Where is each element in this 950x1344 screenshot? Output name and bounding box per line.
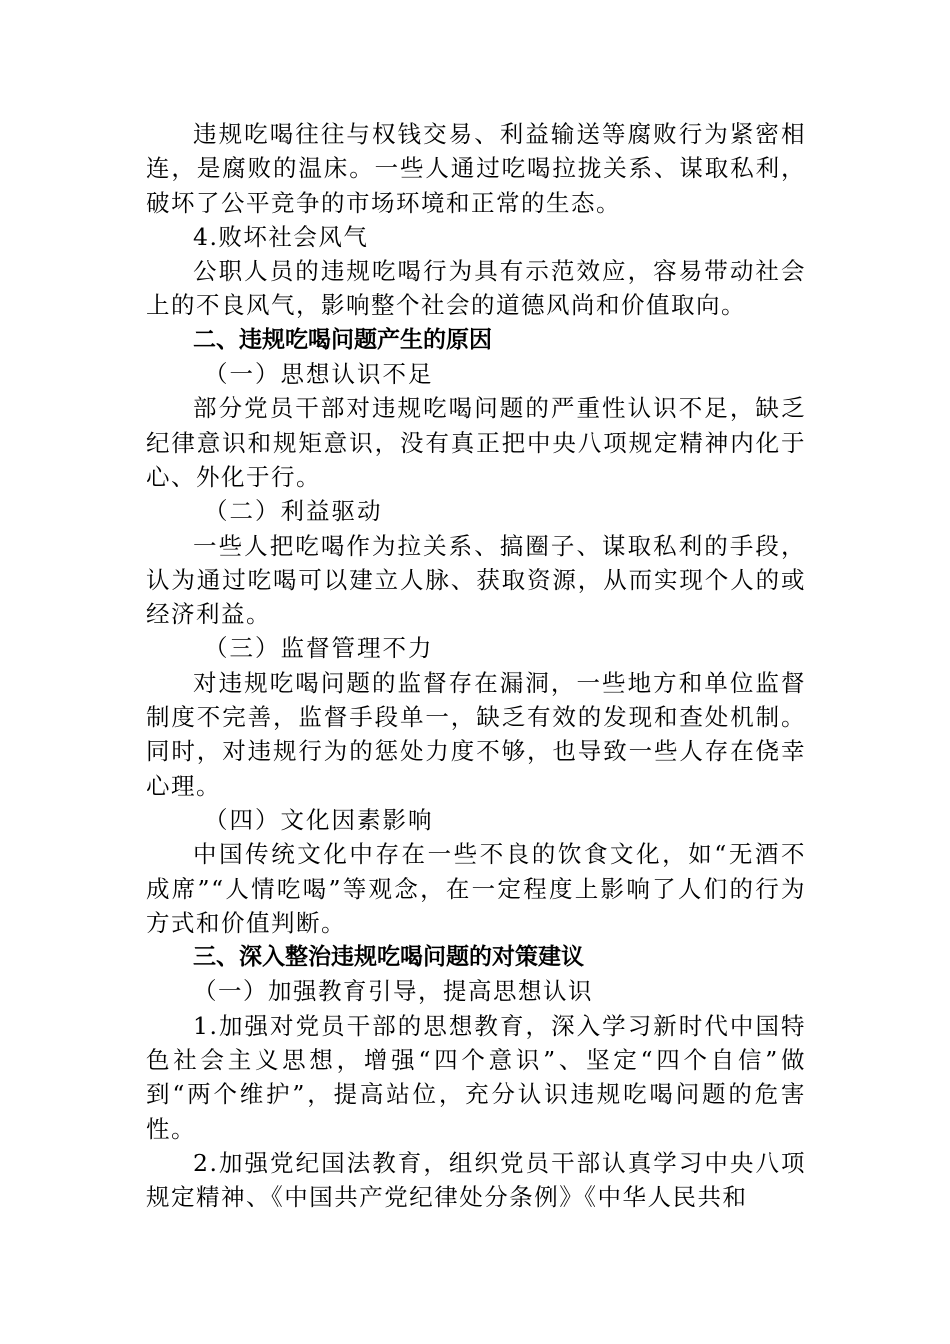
- body-paragraph: 对违规吃喝问题的监督存在漏洞，一些地方和单位监督制度不完善，监督手段单一，缺乏有效的发现和查处机制。同时，对违规行为的惩处力度不够，也导致一些人存在侥幸心理。: [146, 668, 806, 800]
- body-paragraph: 违规吃喝往往与权钱交易、利益输送等腐败行为紧密相连，是腐败的温床。一些人通过吃喝拉拢关系、谋取私利，破坏了公平竞争的市场环境和正常的生态。: [146, 120, 806, 217]
- body-paragraph: 1.加强对党员干部的思想教育，深入学习新时代中国特色社会主义思想，增强“四个意识”、坚定“四个自信”做到“两个维护”，提高站位，充分认识违规吃喝问题的危害性。: [146, 1011, 806, 1143]
- body-paragraph: 部分党员干部对违规吃喝问题的严重性认识不足，缺乏纪律意识和规矩意识，没有真正把中央八项规定精神内化于心、外化于行。: [146, 394, 806, 491]
- body-paragraph: 中国传统文化中存在一些不良的饮食文化，如“无酒不成席”“人情吃喝”等观念，在一定程度上影响了人们的行为方式和价值判断。: [146, 840, 806, 937]
- body-paragraph: 一些人把吃喝作为拉关系、搞圈子、谋取私利的手段，认为通过吃喝可以建立人脉、获取资源，从而实现个人的或经济利益。: [146, 531, 806, 629]
- subsection-heading: （四）文化因素影响: [204, 805, 434, 834]
- subsection-heading: （三）监督管理不力: [204, 634, 434, 663]
- subsection-heading: （二）利益驱动: [204, 497, 383, 526]
- body-paragraph: 2.加强党纪国法教育，组织党员干部认真学习中央八项规定精神、《中国共产党纪律处分条例》《中华人民共和: [146, 1148, 806, 1212]
- section-heading: 二、违规吃喝问题产生的原因: [193, 326, 492, 353]
- subsection-heading: （一）加强教育引导，提高思想认识: [193, 977, 593, 1006]
- section-heading: 三、深入整治违规吃喝问题的对策建议: [193, 944, 584, 971]
- subsection-heading: （一）思想认识不足: [204, 360, 434, 389]
- document-body: [146, 117, 806, 1215]
- body-paragraph: 公职人员的违规吃喝行为具有示范效应，容易带动社会上的不良风气，影响整个社会的道德风尚和价值取向。: [146, 257, 806, 320]
- list-item-title: 4.败坏社会风气: [193, 222, 369, 251]
